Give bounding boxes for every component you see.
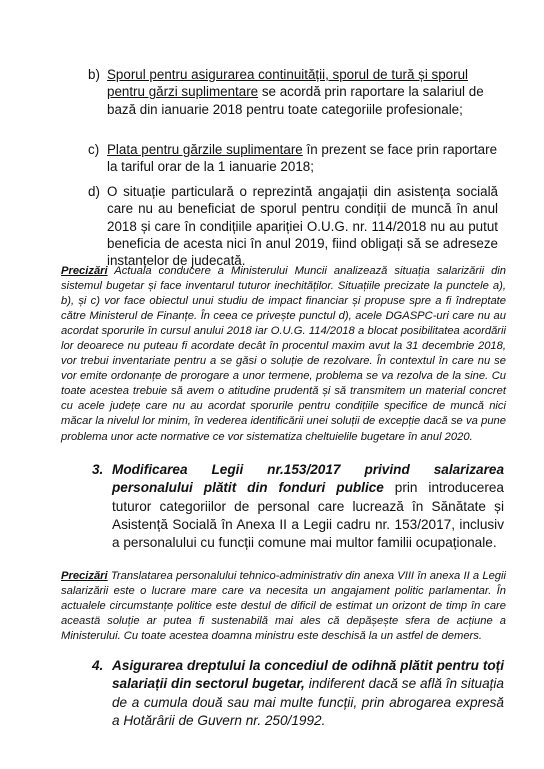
note-text-2: Translatarea personalului tehnico-administrativ din anexa VIII în anexa II a Legii salarizării este o lucrare mare care va necesita un angajament politic parlamentar. În actualele circumstanțe politice este destul de dificil de estimat un orizont de timp în care aceastä soluție ar putea fi sustenabilă mai ales că depășește sfera de acțiune a Ministerului. Cu toate acestea doamna ministru este deschisă la un astfel de demers. xyxy=(61,570,506,643)
section-rest-3: prin introducerea tuturor categoriilor de personal care lucrează în Sănătate și Asistență Socială în Anexa II a Legii cadru nr. 153/2017, inclusiv a personalului cu funcții comune mai multor familii ocupaționale. xyxy=(112,480,504,551)
note-paragraph-2 xyxy=(61,569,506,644)
list-label-d: d) xyxy=(88,184,100,199)
text-c: în prezent se face prin raportare la tariful orar de la 1 ianuarie 2018; xyxy=(107,142,498,175)
section-number-4: 4. xyxy=(92,658,104,673)
list-label-b: b) xyxy=(88,67,100,82)
note-paragraph-1 xyxy=(61,264,506,445)
list-text-c xyxy=(107,141,498,176)
text-b: se acordă prin raportare la salariul de bază din ianuarie 2018 pentru toate categoriile profesionale; xyxy=(107,84,484,117)
list-text-b xyxy=(107,66,498,118)
note-label-2: Precizări xyxy=(61,570,108,582)
section-4 xyxy=(92,657,504,730)
list-item-d xyxy=(88,183,498,269)
section-heading-3: Modificarea Legii nr.153/2017 privind salarizarea personalului plătit din fonduri publice xyxy=(112,462,504,496)
underlined-phrase-c: Plata pentru gărzile suplimentare xyxy=(107,142,303,157)
underlined-phrase-b: Sporul pentru asigurarea continuității, sporul de tură și sporul pentru gărzi suplimentare xyxy=(107,67,469,100)
section-text-3 xyxy=(112,461,504,552)
list-label-c: c) xyxy=(88,142,100,157)
note-text-1: Actuala conducere a Ministerului Muncii analizează situația salarizării din sistemul bugetar și face inventarul tuturor inechităților. Situațiile precizate la punctele a), b), și c) vor face obiectul unui studiu de impact financiar și propuse spre a fi îndreptate către Ministerul de Finanțe. În ceea ce privește punctul d), acele DGASPC-uri care nu au acordat sporurile în cursul anului 2018 iar O.U.G. 114/2018 a blocat posibilitatea acordării lor deoarece nu puteau fi acordate decât în procentul maxim avut la 31 decembrie 2018, vor trebui inventariate pentru a se găsi o soluție de rezolvare. În contextul în care nu se vor emite ordonanțe de prorogare a unor termene, problema se va rezolva de la sine. Cu toate acestea trebuie să avem o atitudine prudentă și să transmitem un material concret cu acele județe care nu au acordat sporurile pentru condițiile specifice de muncă nici măcar la nivelul lor minim, în vederea identificării unei soluții de excepție dacă se va pune problema unor acte normative ce vor sistematiza cheltuielile bugetare în anul 2020. xyxy=(61,265,506,443)
list-item-c xyxy=(88,141,498,176)
note-label-1: Precizări xyxy=(61,265,108,277)
section-heading-4: Asigurarea dreptului la concediul de odihnă plătit pentru toți salariații din sectorul bugetar, xyxy=(112,658,504,692)
section-3 xyxy=(92,461,504,552)
list-item-b xyxy=(88,66,498,118)
section-number-3: 3. xyxy=(92,462,104,477)
list-text-d: O situație particulară o reprezintă angajații din asistența socială care nu au beneficiat de sporul pentru condiții de muncă în anul 2018 și care în condițiile apariției O.U.G. nr. 114/2018 nu au putut beneficia de acesta nici în anul 2019, fiind obligați să se adreseze instanțelor de judecată. xyxy=(107,184,498,269)
section-rest-4: indiferent dacă se află în situația de a cumula două sau mai multe funcții, prin abrogarea expresă a Hotărârii de Guvern nr. 250/1992. xyxy=(112,676,504,728)
section-text-4 xyxy=(112,657,504,730)
